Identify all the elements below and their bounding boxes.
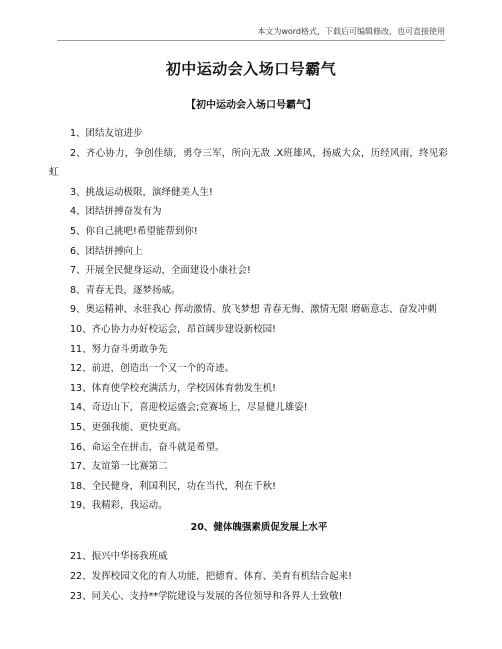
header-divider	[57, 40, 445, 41]
list-item-heading: 20、健体魄强素质促发展上水平	[190, 521, 328, 533]
list-item: 19、我精彩，我运动。	[70, 500, 168, 512]
list-item: 10、齐心协力办好校运会，昂首阔步建设新校园!	[70, 323, 276, 335]
page-subtitle: 【初中运动会入场口号霸气】	[186, 100, 316, 111]
list-item: 8、青春无畏，逐梦扬威。	[70, 284, 181, 296]
list-item: 2、齐心协力，争创佳绩，勇夺三军，所向无敌 .X班雄风，扬威大众，历经风雨，终见彩虹	[49, 147, 448, 179]
list-item: 15、更强我能、更快更高。	[70, 421, 187, 433]
list-item: 12、前进，创造出一个又一个的奇迹。	[70, 363, 235, 375]
list-item: 11、努力奋斗勇敢争先	[70, 343, 168, 355]
list-item: 21、振兴中华扬我班威	[70, 551, 168, 563]
page-title: 初中运动会入场口号霸气	[165, 60, 337, 78]
list-item: 5、你自己挑吧!希望能帮到你!	[70, 225, 198, 237]
list-item: 4、团结拼搏奋发有为	[70, 206, 162, 218]
list-item: 16、命运全在拼击，奋斗就是希望。	[70, 441, 225, 453]
list-item: 6、团结拼搏向上	[70, 245, 143, 257]
list-item: 13、体育使学校充满活力，学校因体育勃发生机!	[70, 382, 276, 394]
slogan-list	[49, 124, 448, 606]
header-note: 本文为word格式，下载后可编辑修改，也可直接使用	[257, 27, 445, 36]
list-item: 1、团结友谊进步	[70, 128, 143, 139]
list-item: 22、发挥校园文化的育人功能，把德育、体育、美育有机结合起来!	[70, 571, 352, 583]
list-item: 23、同关心、支持**学院建设与发展的各位领导和各界人士致敬!	[70, 590, 343, 602]
list-item: 9、奥运精神、永驻我心 挥动激情、放飞梦想 青春无悔、激情无限 磨砺意志、奋发冲刺	[70, 304, 437, 316]
list-item: 18、全民健身，利国利民，功在当代，利在千秋!	[70, 480, 276, 492]
list-item: 14、奇迈山下，喜迎校运盛会;竞赛场上，尽显健儿雄姿!	[70, 402, 308, 414]
list-item: 7、开展全民健身运动，全面建设小康社会!	[70, 265, 251, 277]
list-item: 17、友谊第一比赛第二	[70, 461, 168, 473]
list-item: 3、挑战运动极限，演绎健美人生!	[70, 186, 213, 198]
